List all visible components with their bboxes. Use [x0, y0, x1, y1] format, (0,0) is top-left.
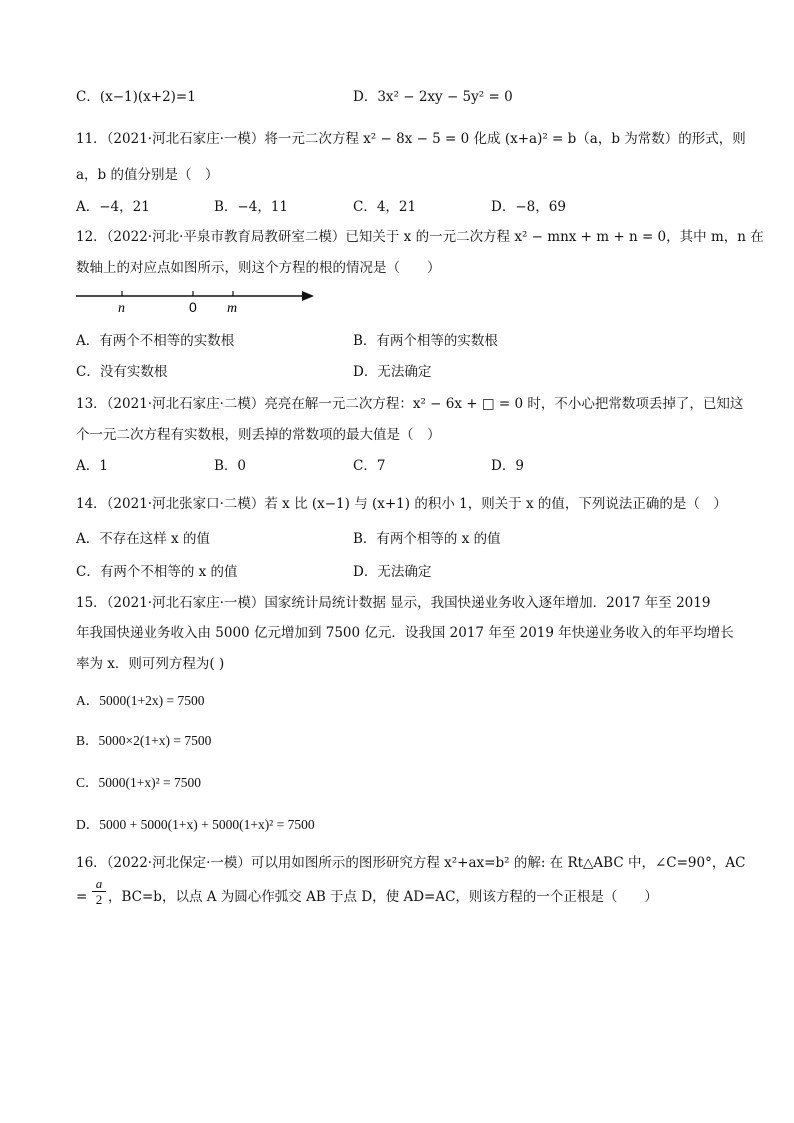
- q16-fraction-denominator: 2: [95, 892, 103, 907]
- q15-option-c[interactable]: C．5000(1+x)² = 7500: [76, 775, 202, 790]
- q13-stem-line1: 13．（2021·河北石家庄·二模）亮亮在解一元二次方程：x² − 6x + □ = 0 时，不小心把常数项丢掉了，已知这: [76, 396, 744, 412]
- q12-stem-line1: 12．（2022·河北·平泉市教育局教研室二模）已知关于 x 的一元二次方程 x² − mnx + m + n = 0，其中 m，n 在: [76, 229, 764, 245]
- q12-option-c[interactable]: C．没有实数根: [76, 364, 168, 380]
- q15-stem-line3: 率为 x．则可列方程为( ): [76, 656, 225, 672]
- q12-option-b[interactable]: B．有两个相等的实数根: [353, 333, 498, 349]
- q15-option-a[interactable]: A．5000(1+2x) = 7500: [76, 693, 205, 708]
- q16-stem-line1: 16．（2022·河北保定·一模）可以用如图所示的图形研究方程 x²+ax=b² 的解: 在 Rt△ABC 中，∠C=90°，AC: [76, 855, 746, 871]
- q11-option-d[interactable]: D．−8，69: [491, 199, 566, 215]
- q11-option-a[interactable]: A．−4，21: [76, 199, 150, 215]
- q12-stem-line2: 数轴上的对应点如图所示，则这个方程的根的情况是（ ）: [76, 260, 441, 276]
- q11-option-b[interactable]: B．−4，11: [214, 199, 288, 215]
- q13-option-a[interactable]: A．1: [76, 458, 108, 474]
- q15-stem-line2: 年我国快递业务收入由 5000 亿元增加到 7500 亿元．设我国 2017 年至 2019 年快递业务收入的年平均增长: [76, 625, 734, 641]
- q13-option-d[interactable]: D．9: [491, 458, 524, 474]
- q16-fraction-numerator: a: [92, 876, 106, 892]
- number-line-arrow: [302, 291, 314, 301]
- q14-option-a[interactable]: A．不存在这样 x 的值: [76, 531, 210, 547]
- q11-stem-line1: 11．（2021·河北石家庄·一模）将一元二次方程 x² − 8x − 5 = 0 化成 (x+a)² = b（a，b 为常数）的形式，则: [76, 131, 746, 147]
- q14-stem-line1: 14．（2021·河北张家口·二模）若 x 比 (x−1) 与 (x+1) 的积小 1，则关于 x 的值，下列说法正确的是（ ）: [76, 496, 727, 512]
- label-n: n: [118, 301, 125, 316]
- q12-option-d[interactable]: D．无法确定: [353, 364, 432, 380]
- q16-fraction: [92, 876, 106, 907]
- q14-option-d[interactable]: D．无法确定: [353, 564, 432, 580]
- q16-stem-line2: ，BC=b，以点 A 为圆心作弧交 AB 于点 D，使 AD=AC，则该方程的一个正根是（ ）: [108, 889, 658, 905]
- label-0: 0: [189, 299, 197, 315]
- q11-stem-line2: a，b 的值分别是（ ）: [76, 167, 219, 183]
- number-line-figure: [76, 284, 326, 316]
- q14-option-c[interactable]: C．有两个不相等的 x 的值: [76, 564, 238, 580]
- q14-option-b[interactable]: B．有两个相等的 x 的值: [353, 531, 501, 547]
- q10-option-d[interactable]: D．3x² − 2xy − 5y² = 0: [353, 89, 513, 105]
- q16-eq-sign: =: [76, 889, 88, 905]
- q13-option-c[interactable]: C．7: [353, 458, 386, 474]
- q15-option-d[interactable]: D．5000 + 5000(1+x) + 5000(1+x)² = 7500: [76, 817, 315, 832]
- label-m: m: [227, 301, 238, 316]
- q12-option-a[interactable]: A．有两个不相等的实数根: [76, 333, 235, 349]
- q13-stem-line2: 个一元二次方程有实数根，则丢掉的常数项的最大值是（ ）: [76, 427, 441, 443]
- q10-option-c[interactable]: C．(x−1)(x+2)=1: [76, 89, 196, 105]
- q15-stem-line1: 15．（2021·河北石家庄·一模）国家统计局统计数据 显示，我国快递业务收入逐年增加．2017 年至 2019: [76, 595, 711, 611]
- q15-option-b[interactable]: B．5000×2(1+x) = 7500: [76, 733, 212, 748]
- q11-option-c[interactable]: C．4，21: [353, 199, 417, 215]
- q13-option-b[interactable]: B．0: [214, 458, 247, 474]
